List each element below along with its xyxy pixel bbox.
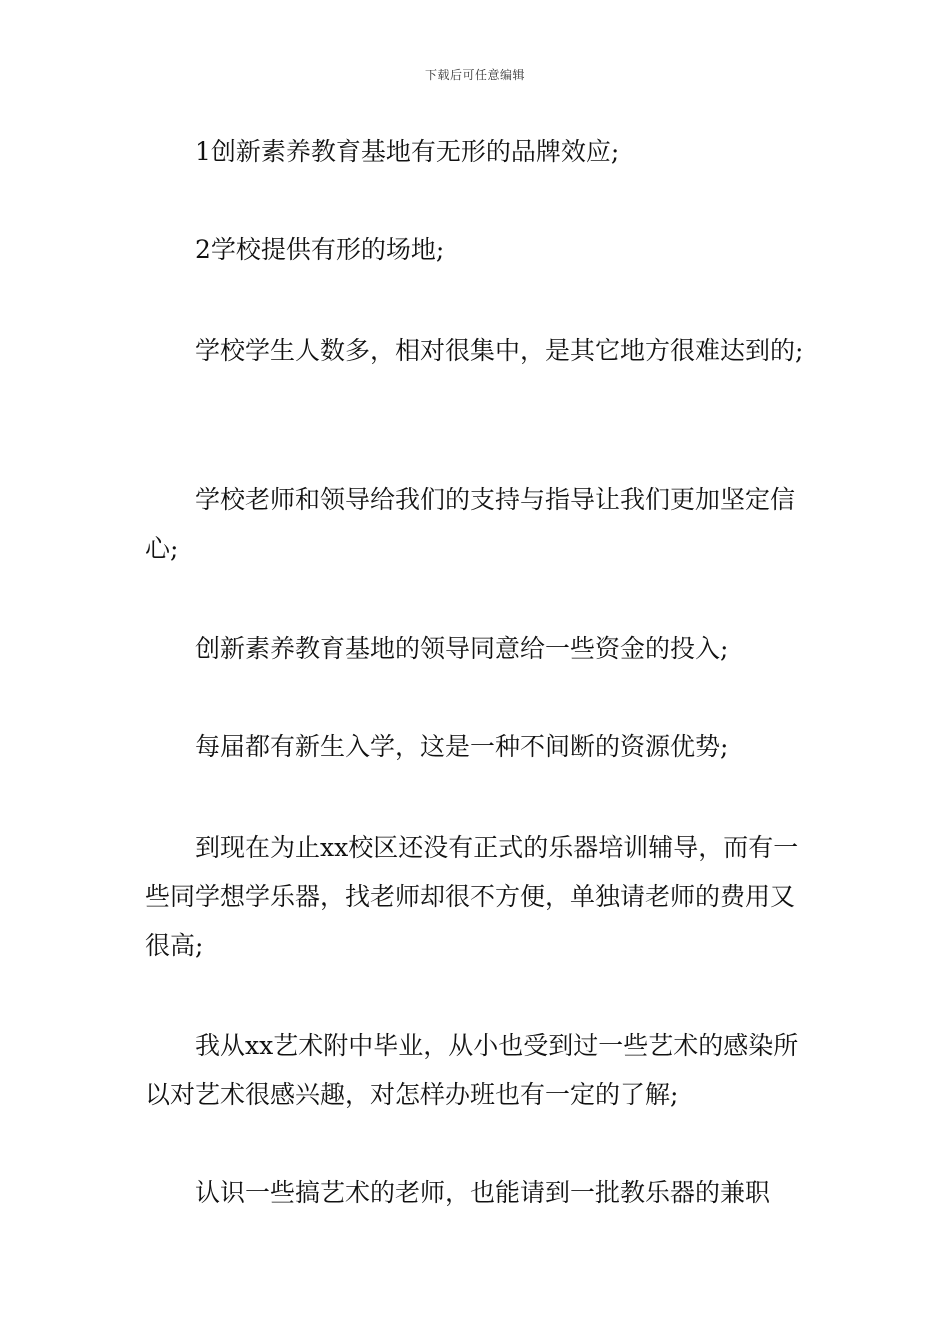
page-header: 下载后可任意编辑 xyxy=(424,68,525,82)
paragraph-6: 每届都有新生入学，这是一种不间断的资源优势; xyxy=(195,732,729,761)
paragraph-2: 2学校提供有形的场地; xyxy=(195,235,445,264)
paragraph-4: 学校老师和领导给我们的支持与指导让我们更加坚定信心; xyxy=(145,485,796,563)
paragraph-5: 创新素养教育基地的领导同意给一些资金的投入; xyxy=(195,634,729,663)
paragraph-8: 我从xx艺术附中毕业，从小也受到过一些艺术的感染所以对艺术很感兴趣，对怎样办班也有一定的了解; xyxy=(145,1031,799,1109)
paragraph-9: 认识一些搞艺术的老师，也能请到一批教乐器的兼职 xyxy=(195,1178,771,1207)
paragraph-3: 学校学生人数多，相对很集中，是其它地方很难达到的; xyxy=(195,336,804,365)
paragraph-1: 1创新素养教育基地有无形的品牌效应; xyxy=(195,137,620,166)
paragraph-7: 到现在为止xx校区还没有正式的乐器培训辅导，而有一些同学想学乐器，找老师却很不方便，单独请老师的费用又很高; xyxy=(145,833,799,960)
